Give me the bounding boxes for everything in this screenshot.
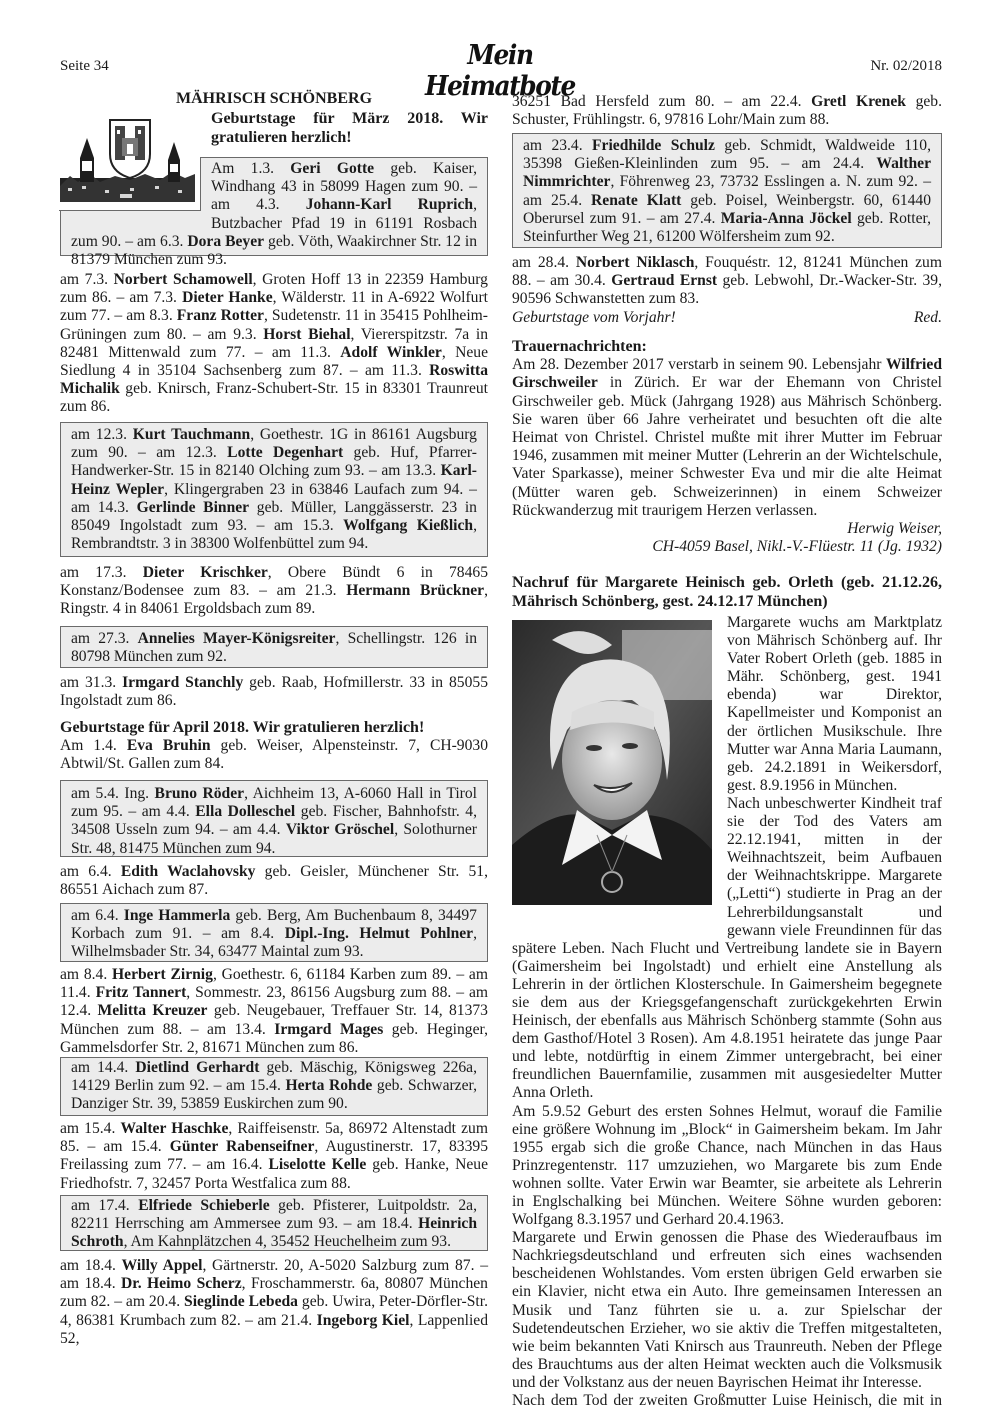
person-name: Annelies Mayer-Königsreiter [137,630,336,647]
text-run: am 28.4. [512,254,576,271]
person-name: Adolf Winkler [340,343,442,361]
person-name: Johann-Karl Ruprich [305,196,474,214]
text-run: Am 1.3. [211,160,291,177]
text-run: , Föhrenweg 23, 73732 Esslingen a. N. zum 92. – am 25.4. [523,173,931,209]
person-name: Eva Bruhin [126,737,211,755]
text-run: , Fouquéstr. 12, 81241 München zum 88. – am 30.4. [512,254,942,290]
text-run: , Neue Siedlung 4 in 35104 Sachsenberg zum 87. – am 11.3. [60,343,488,380]
newspaper-logo: Mein Heimatbote [425,40,575,102]
text-run: geb. Schwarzer, Danziger Str. 39, 53859 Euskirchen zum 90. [71,1077,477,1113]
person-name: Franz Rotter [176,307,264,325]
text-run: , Rembrandtstr. 3 in 38300 Wolfenbüttel zum 94. [71,517,478,553]
birthday-box [60,422,488,557]
text-run: , Gärtnerstr. 20, A-5020 Salzburg zum 87. – am 18.4. [60,1257,488,1293]
text-run: , Butzbacher Pfad 19 in 61191 Rosbach zum 90. – am 6.3. [71,196,477,250]
birthday-box [60,1057,488,1116]
person-name: Liselotte Kelle [268,1156,367,1174]
person-name: Sieglinde Lebeda [184,1293,298,1311]
text-runs [60,1257,488,1347]
text-run: 36251 Bad Hersfeld zum 80. – am 22.4. [512,93,812,110]
person-name: Dieter Krischker [142,564,268,581]
nachruf-article [512,614,942,1410]
text-runs [512,93,942,128]
nachruf-paragraph: Margarete und Erwin genossen die Phase des Wiederaufbaus im Nachkriegsdeutschland und erfreuten sich eines wachsenden bescheidenen Wohlstandes. Vom ersten übrigen Geld erwarben sie ein Klavier, nicht etwa ein Auto. Ihre gemeinsamen Interessen an Musik und Tanz führten sie u. a. zur Spielschar der Sudetendeutschen Erzieher, wo sie aktiv die Treffen mitgestalteten, wie beim bekannten Vati Knirsch aus Traunreuth. Neben der Pflege des Brauchtums aus der alten Heimat weckten auch die Volksmusik und der Volkstanz aus der neuen Bayrischen Heimat ihr Interesse. [512,1229,942,1391]
issue-number: Nr. 02/2018 [870,58,942,74]
text-run: , Ringstr. 4 in 84061 Ergoldsbach zum 89. [60,582,488,618]
text-run: , Augustinerstr. 17, 83395 Freilassing zum 77. – am 16.4. [60,1138,488,1174]
text-runs [71,1197,477,1250]
person-name: Fritz Tannert [95,984,187,1002]
text-run: , Raiffeisenstr. 5a, 86972 Altenstadt zum 85. – am 15.4. [60,1120,488,1156]
text-run: , Obere Bündt 6 in 78465 Konstanz/Bodensee zum 83. – am 21.3. [60,564,488,600]
april-heading: Geburtstage für April 2018. Wir gratulieren herzlich! [60,719,425,736]
birthday-paragraph [60,863,488,899]
text-runs [512,254,942,309]
birthday-paragraph [512,254,942,327]
person-name: Dora Beyer [187,232,265,250]
text-run: geb. Lebwohl, Dr.-Wacker-Str. 39, 90596 Schwanstetten zum 83. [512,272,943,308]
person-name: Heinrich Schroth [71,1215,477,1251]
text-run: am 14.4. [71,1059,136,1076]
text-run: geb. Knirsch, Franz-Schubert-Str. 15 in 83301 Traunreut zum 86. [60,380,488,416]
text-run: am 23.4. [523,137,593,154]
text-runs [60,674,488,709]
text-run: geb. Uwira, Peter-Dörfler-Str. 4, 86381 Krumbach zum 82. – am 21.4. [60,1293,488,1329]
nachruf-paragraph: Margarete wuchs am Marktplatz von Mährisch Schönberg auf. Ihr Vater Robert Orleth (geb. 1885 in Mähr. Schönberg, gest. 1941 ebenda) war Direktor, Kapellmeister und Komponist an der örtlichen Musikschule. Ihre Mutter war Anna Maria Laumann, geb. 24.2.1891 in Weikersdorf, gest. 8.9.1956 in München. [727,614,942,794]
person-name: Bruno Röder [154,785,245,802]
text-runs [71,1059,477,1112]
text-run: am 6.4. [60,863,121,880]
birthday-box [512,133,942,248]
text-run: geb. Neugebauer, Treffauer Str. 14, 81373 München zum 88. – am 13.4. [60,1002,488,1038]
text-run: in Zürich. Er war der Ehemann von Christel Girschweiler geb. Mück (Jahrgang 1928) aus Mährisch Schönberg. Sie waren über 66 Jahre verheiratet und besuchten oft die alte Heimat von Christel. Christel mußte mit ihrer Mutter im Februar 1946, zusammen mit meiner Mutter (Lehrerin an der Wichtelschule, Vater Sparkasse), meiner Schwester Eva und mir die alte Heimat (Mütter waren geb. Schweizerinnen) in einem Schweizer Rückwanderzug mit traurigem Herzen verlassen. [512,374,942,519]
text-run: am 27.3. [71,630,138,647]
person-name: Wilfried Girschweiler [512,356,942,392]
text-run: , Schellingstr. 126 in 80798 München zum 92. [71,630,477,666]
text-run: geb. Schmidt, Waldweide 110, 35398 Gießen-Kleinlinden zum 95. – am 24.4. [523,137,931,173]
person-name: Walther Nimmrichter [523,155,931,191]
person-name: Elfriede Schieberle [138,1197,270,1214]
text-runs [71,785,477,857]
text-run: geb. Poisel, Weinbergstr. 60, 61440 Oberursel zum 91. – am 27.4. [523,191,932,227]
person-name: Dipl.-Ing. Helmut Pohlner [284,925,474,943]
text-run: , Sommestr. 23, 86156 Augsburg zum 88. – am 12.4. [60,984,488,1020]
text-runs [60,564,488,617]
text-run: geb. Geisler, Münchener Str. 51, 86551 Aichach zum 87. [60,863,488,899]
person-name: Hermann Brückner [346,582,485,600]
text-run: , Sudetenstr. 11 in 35415 Pohlheim-Grüningen zum 80. – am 9.3. [60,307,488,343]
person-name: Horst Biehal [263,325,351,343]
person-name: Roswitta Michalik [60,362,488,398]
text-runs [60,737,488,773]
person-name: Viktor Gröschel [285,821,395,839]
text-runs [60,863,488,898]
text-run: geb. Huf, Pfarrer-Handwerker-Str. 15 in 82140 Olching zum 93. – am 13.3. [71,444,478,480]
person-name: Edith Waclahovsky [120,863,256,880]
text-run: am 7.3. [60,271,114,288]
text-run: am 31.3. [60,674,123,691]
signature-address: CH-4059 Basel, Nikl.-V.-Flüestr. 11 (Jg. 1932) [652,538,942,556]
text-runs [71,907,477,960]
text-run: geb. Berg, Am Buchenbaum 8, 34497 Korbach zum 91. – am 8.4. [71,907,477,943]
text-run: geb. Hanke, Neue Friedhofstr. 7, 32457 Porta Westfalica zum 88. [60,1156,489,1192]
person-name: Wolfgang Kießlich [343,517,474,535]
text-run: geb. Kaiser, Windhang 43 in 58099 Hagen zum 90. – am 4.3. [211,160,477,214]
birthday-box [60,903,488,962]
text-run: , Lappenlied 52, [60,1311,488,1347]
text-run: , Goethestr. 1G in 86161 Augsburg zum 90. – am 12.3. [71,426,477,462]
text-run: geb. Rotter, Steinfurther Weg 21, 61200 Wölfersheim zum 92. [523,209,931,246]
person-name: Kurt Tauchmann [132,426,251,443]
nachruf-paragraph: Nach dem Tod der zweiten Großmutter Luise Heinisch, die mit in [512,1392,942,1410]
text-run: , Solothurner Str. 48, 81475 München zum 94. [71,821,477,857]
editor-note [512,309,942,327]
text-run: , Groten Hoff 13 in 22359 Hamburg zum 86. – am 7.3. [60,271,488,307]
text-run: geb. Mäschig, Königsweg 226a, 14129 Berlin zum 92. – am 15.4. [71,1059,477,1095]
text-run: am 5.4. Ing. [71,785,155,802]
text-run: geb. Schuster, Frühlingstr. 6, 97816 Lohr/Main zum 88. [512,93,942,129]
nachruf-paragraph: Nach unbeschwerter Kindheit traf sie der Tod des Vaters am 22.12.1941, mitten in der Weihnachtszeit, beim Aufbauen der Weihnachtskrippe. Margarete („Letti“) studierte in Prag an der Lehrerbildungsanstalt und gewann viele Freundinnen für das spätere Leben. Nach Flucht und Vertreibung landete sie in Bayern (Gaimersheim bei Ingolstadt) und erhielt eine Anstellung als Lehrerin in der örtlichen Klosterschule. In Gaimersheim begegnete sie dem aus der Kriegsgefangenschaft zurückgekehrten Erwin Heinisch, der ebenfalls aus Mährisch Schönberg stammte (Sohn aus dem Gasthof/Hotel 3 Rosen). Am 4.8.1951 heiratete das junge Paar und lebte, notdürftig in einem Zimmer untergebracht, bei einer freundlichen Bauernfamilie, zusammen mit ausgesiedelter Mutter Anna Orleth. [512,794,942,1102]
text-run: geb. Müller, Langgässerstr. 23 in 85049 Ingolstadt zum 93. – am 15.3. [71,498,477,535]
text-run: Am 1.4. [60,737,127,755]
signature-name: Herwig Weiser, [847,520,942,538]
person-name: Karl-Heinz Wepler [71,462,477,498]
text-run: am 6.4. [71,907,124,924]
text-runs [523,137,931,245]
trauer-heading: Trauernachrichten: [512,338,647,355]
text-run: geb. Pfisterer, Luitpoldstr. 2a, 82211 Herrsching am Ammersee zum 93. – am 18.4. [71,1197,477,1233]
person-name: Norbert Niklasch [575,254,695,271]
birthday-paragraph [60,966,488,1057]
person-name: Norbert Schamowell [113,271,253,288]
text-run: am 12.3. [71,426,133,443]
person-name: Dieter Hanke [182,289,273,307]
text-run: , Wilhelmsbader Str. 34, 63477 Maintal zum 93. [71,925,477,961]
town-emblem-illustration [60,116,200,204]
text-runs [60,966,488,1056]
portrait-photo [512,620,712,905]
birthday-paragraph [60,564,488,619]
birthday-paragraph [512,93,942,129]
text-run: am 15.4. [60,1120,121,1137]
text-run: am 8.4. [60,966,113,983]
text-run: , Aichheim 13, A-6060 Hall in Tirol zum 95. – am 4.4. [71,785,478,821]
text-run: geb. Fischer, Bahnhofstr. 4, 34508 Usseln zum 94. – am 4.4. [71,803,478,839]
person-name: Walter Haschke [120,1120,229,1137]
text-run: geb. Weiser, Alpensteinstr. 7, CH-9030 Abtwil/St. Gallen zum 84. [60,737,488,773]
text-runs [512,356,942,520]
person-name: Herta Rohde [285,1077,373,1095]
person-name: Gertraud Ernst [611,272,718,290]
person-name: Ella Dolleschel [195,803,296,821]
section-title: MÄHRISCH SCHÖNBERG [175,90,373,107]
person-name: Lotte Degenhart [227,444,344,462]
text-run: , Am Kahnplätzchen 4, 35452 Heuchelheim zum 93. [123,1233,451,1251]
person-name: Dr. Heimo Scherz [121,1275,242,1293]
birthday-paragraph [60,674,488,710]
page-number: Seite 34 [60,58,109,74]
person-name: Gerlinde Binner [136,498,250,516]
text-run: , Wälderstr. 11 in A-6922 Wolfurt zum 77. – am 8.3. [60,289,488,325]
note-text: Geburtstage vom Vorjahr! [512,308,676,326]
text-run: geb. Vöth, Waakirchner Str. 12 in 81379 München zum 93. [71,232,477,269]
person-name: Herbert Zirnig [112,966,213,983]
person-name: Friedhilde Schulz [592,137,715,154]
person-name: Günter Rabenseifner [169,1138,315,1156]
text-run: am 17.4. [71,1197,139,1214]
text-runs [60,271,488,415]
note-sign: Red. [913,308,942,326]
text-run: Am 28. Dezember 2017 verstarb in seinem 90. Lebensjahr [512,356,886,374]
birthday-paragraph [60,271,488,417]
march-heading: Geburtstage für März 2018. Wir gratulieren herzlich! [211,110,488,146]
nachruf-heading: Nachruf für Margarete Heinisch geb. Orleth (geb. 21.12.26, Mährisch Schönberg, gest. 24.12.17 München) [512,574,942,610]
birthday-paragraph [60,1120,488,1193]
person-name: Gretl Krenek [811,93,906,110]
text-run: am 17.3. [60,564,143,581]
text-run: geb. Heginger, Gammelsdorfer Str. 2, 81671 München zum 86. [60,1020,488,1056]
person-name: Dietlind Gerhardt [135,1059,260,1076]
text-run: , Goethestr. 6, 61184 Karben zum 89. – am 11.4. [60,966,488,1002]
birthday-box [60,780,488,857]
obituary-notice [512,338,942,556]
text-run: , Froschammerstr. 6a, 80807 München zum 82. – am 20.4. [60,1275,488,1311]
text-runs [60,1120,488,1192]
person-name: Irmgard Stanchly [122,674,244,691]
birthday-box [60,626,488,668]
text-run: am 18.4. [60,1257,122,1274]
text-run: geb. Raab, Hofmillerstr. 33 in 85055 Ingolstadt zum 86. [60,674,488,710]
text-run: , Klingergraben 23 in 63846 Laufach zum 94. – am 14.3. [71,480,477,516]
person-name: Ingeborg Kiel [316,1311,410,1329]
person-name: Irmgard Mages [274,1020,384,1038]
person-name: Maria-Anna Jöckel [720,209,852,227]
text-runs [71,630,477,665]
nachruf-paragraph: Am 5.9.52 Geburt des ersten Sohnes Helmut, worauf die Familie eine größere Wohnung im „Block“ in Gaimersheim bekam. Im Jahr 1955 ergab sich die große Chance, nach München in das Haus Prinzregentenstr. 117 umzuziehen, wo Margarete bis zum Ende wohnen sollte. Vater Erwin war Beamter, sie arbeitete als Lehrerin in Englschalking bei München. Weitere Söhne wurden geboren: Wolfgang 8.3.1957 und Gerhard 20.4.1963. [512,1102,942,1229]
person-name: Renate Klatt [591,191,682,209]
person-name: Willy Appel [121,1257,203,1274]
person-name: Geri Gotte [290,160,375,177]
person-name: Melitta Kreuzer [97,1002,208,1020]
text-run: , Viererspitzstr. 7a in 82481 Mittenwald zum 77. – am 11.3. [60,325,488,361]
birthday-box [60,1195,488,1251]
birthday-paragraph [60,1257,488,1348]
april-section [60,719,488,774]
person-name: Inge Hammerla [123,907,231,924]
text-runs [71,426,477,552]
